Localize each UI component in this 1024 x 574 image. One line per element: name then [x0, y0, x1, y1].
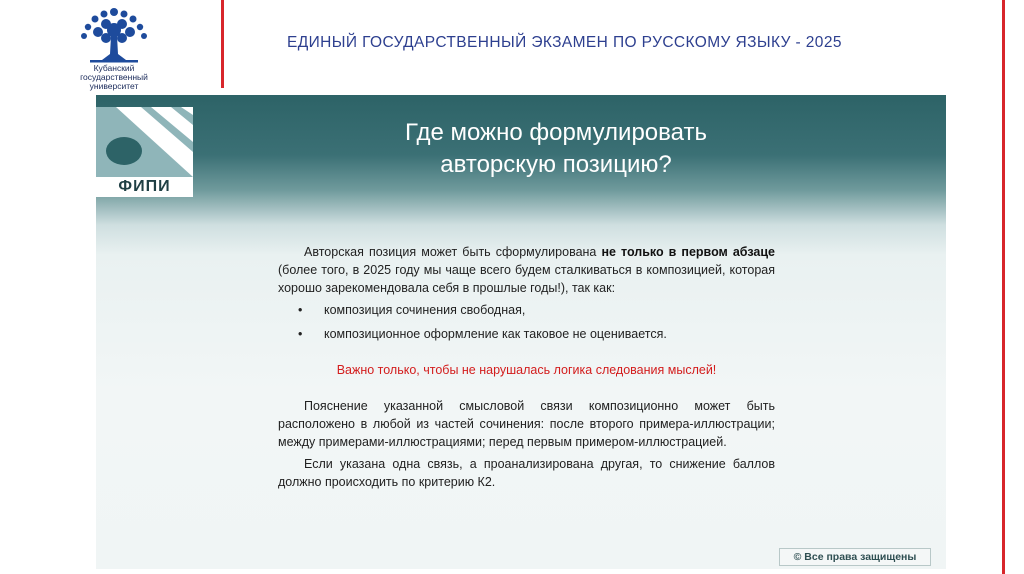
red-divider-right [1002, 0, 1005, 574]
tree-emblem-icon [76, 4, 152, 64]
page-title: ЕДИНЫЙ ГОСУДАРСТВЕННЫЙ ЭКЗАМЕН ПО РУССКОМУ ЯЗЫКУ - 2025 [287, 34, 842, 51]
paragraph-criterion: Если указана одна связь, а проанализирована другая, то снижение баллов должно происходить по критерию К2. [278, 457, 775, 489]
paragraph-explanation: Пояснение указанной смысловой связи композиционно может быть расположено в любой из частей сочинения: после второго примера-иллюстрации; между примерами-иллюстрациями; перед первым примером-иллюстрацией. [278, 399, 775, 449]
paragraph-author-position [278, 243, 775, 297]
fipi-emblem-icon [96, 107, 193, 177]
bullet-list [278, 301, 775, 343]
list-item: • композиция сочинения свободная, [278, 301, 775, 319]
copyright-badge: © Все права защищены [779, 548, 931, 566]
important-note: Важно только, чтобы не нарушалась логика следования мыслей! [336, 363, 717, 377]
slide-content [278, 243, 775, 491]
university-logo [68, 4, 160, 96]
logo-line-3: университет [89, 81, 139, 91]
slide-image [96, 95, 946, 569]
list-item: • композиционное оформление как таковое не оценивается. [278, 325, 775, 343]
slide-title [296, 117, 816, 181]
paragraph-text: Авторская позиция может быть сформулирована [304, 245, 602, 259]
logo-line-1: Кубанский [93, 63, 135, 73]
paragraph-text: (более того, в 2025 году мы чаще всего будем сталкиваться в композицией, которая хорошо зарекомендовала себя в прошлые годы!), так как: [278, 263, 775, 295]
fipi-logo [96, 107, 193, 195]
red-divider-left [221, 0, 224, 88]
logo-line-2: государственный [80, 72, 148, 82]
slide-title-line-2: авторскую позицию? [440, 151, 672, 178]
fipi-label: ФИПИ [96, 177, 193, 197]
paragraph-bold-text: не только в первом абзаце [601, 245, 775, 259]
slide-title-line-1: Где можно формулировать [405, 119, 707, 146]
